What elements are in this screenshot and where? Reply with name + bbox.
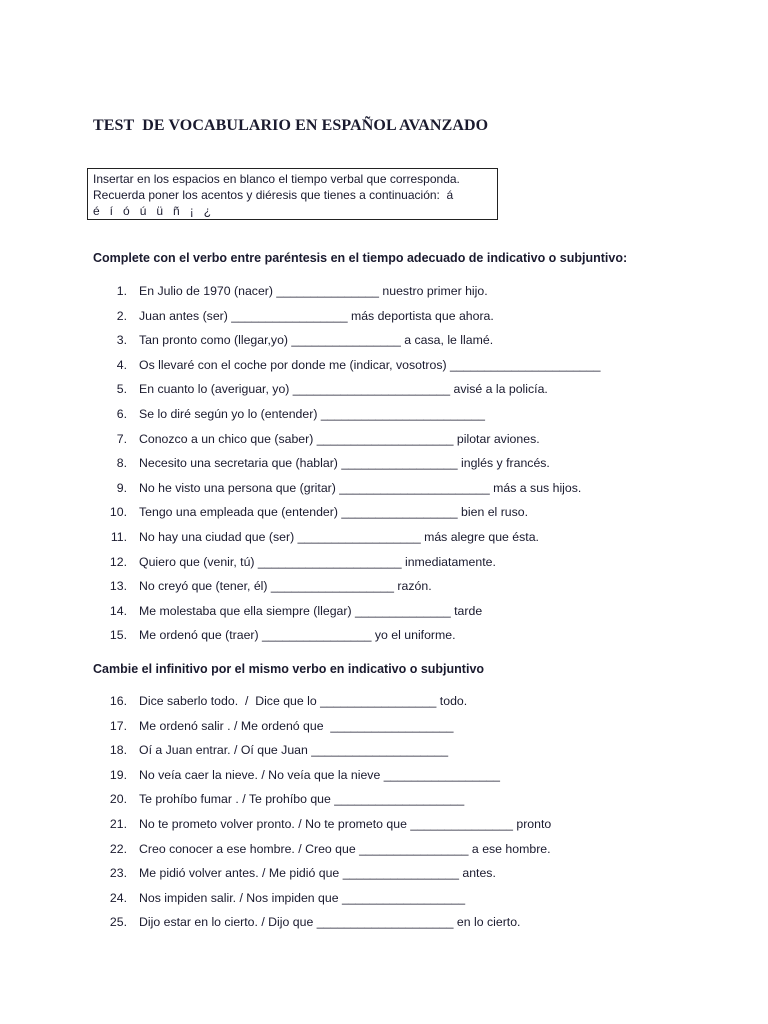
list-item	[0, 306, 768, 326]
list-item	[0, 281, 768, 301]
item-number: 22.	[109, 841, 127, 856]
item-number: 17.	[109, 718, 127, 733]
list-item	[0, 814, 768, 834]
item-text: Oí a Juan entrar. / Oí que Juan ____________________	[139, 743, 449, 758]
item-text: En cuanto lo (averiguar, yo) _______________________ avisé a la policía.	[139, 382, 548, 397]
item-text: Me ordenó salir . / Me ordenó que __________________	[139, 718, 454, 733]
list-item	[0, 740, 768, 760]
section-1-heading: Complete con el verbo entre paréntesis en el tiempo adecuado de indicativo o subjuntivo:	[93, 251, 628, 265]
item-text: Conozco a un chico que (saber) ____________________ pilotar aviones.	[139, 431, 540, 446]
item-text: En Julio de 1970 (nacer) _______________ nuestro primer hijo.	[139, 284, 488, 298]
list-item	[0, 453, 768, 473]
item-number: 6.	[116, 407, 127, 421]
section-2-heading: Cambie el infinitivo por el mismo verbo en indicativo o subjuntivo	[93, 662, 485, 676]
item-text: No hay una ciudad que (ser) __________________ más alegre que ésta.	[139, 530, 539, 544]
item-number: 3.	[116, 333, 127, 348]
item-text: Creo conocer a ese hombre. / Creo que ________________ a ese hombre.	[139, 841, 551, 856]
item-text: Necesito una secretaria que (hablar) _________________ inglés y francés.	[139, 456, 550, 471]
item-number: 2.	[116, 308, 127, 323]
instructions-box	[87, 168, 498, 220]
item-text: No he visto una persona que (gritar) ______________________ más a sus hijos.	[139, 480, 582, 495]
item-text: Tengo una empleada que (entender) _________________ bien el ruso.	[139, 505, 529, 520]
list-item	[0, 912, 768, 932]
list-item	[0, 789, 768, 809]
document-title: TEST DE VOCABULARIO EN ESPAÑOL AVANZADO	[93, 117, 489, 134]
list-item	[0, 379, 768, 399]
item-text: Nos impiden salir. / Nos impiden que __________________	[139, 890, 466, 905]
item-text: Juan antes (ser) _________________ más deportista que ahora.	[139, 308, 494, 323]
item-text: Dijo estar en lo cierto. / Dijo que ____________________ en lo cierto.	[139, 915, 521, 930]
list-item	[0, 716, 768, 736]
list-item	[0, 765, 768, 785]
item-number: 25.	[109, 915, 127, 930]
item-number: 11.	[110, 530, 127, 544]
list-item	[0, 478, 768, 498]
list-item	[0, 429, 768, 449]
item-text: Os llevaré con el coche por donde me (indicar, vosotros) ______________________	[139, 357, 601, 372]
item-number: 20.	[109, 792, 127, 807]
item-number: 24.	[109, 890, 127, 905]
item-number: 18.	[109, 743, 127, 758]
item-number: 15.	[109, 628, 127, 643]
list-item	[0, 576, 768, 596]
item-number: 14.	[109, 603, 127, 618]
item-number: 8.	[116, 456, 127, 471]
item-text: Se lo diré según yo lo (entender) ________________________	[139, 407, 485, 421]
item-text: Me pidió volver antes. / Me pidió que _________________ antes.	[139, 866, 496, 881]
item-number: 21.	[109, 817, 127, 831]
item-number: 23.	[109, 866, 127, 881]
item-number: 7.	[116, 431, 127, 446]
item-text: Quiero que (venir, tú) _____________________ inmediatamente.	[139, 554, 496, 569]
item-text: No te prometo volver pronto. / No te prometo que _______________ pronto	[139, 817, 552, 831]
item-text: Me molestaba que ella siempre (llegar) ______________ tarde	[139, 603, 483, 618]
item-text: No creyó que (tener, él) __________________ razón.	[139, 579, 432, 594]
list-item	[0, 404, 768, 424]
instructions-line: é í ó ú ü ñ ¡ ¿	[93, 204, 212, 218]
item-text: Dice saberlo todo. / Dice que lo _________________ todo.	[139, 694, 468, 708]
list-item	[0, 839, 768, 859]
item-number: 4.	[116, 357, 127, 372]
item-number: 19.	[109, 767, 127, 782]
item-number: 12.	[109, 554, 127, 569]
item-number: 10.	[109, 505, 127, 520]
item-number: 9.	[116, 480, 127, 495]
item-text: Te prohíbo fumar . / Te prohíbo que ___________________	[139, 792, 465, 807]
list-item	[0, 863, 768, 883]
instructions-line: Recuerda poner los acentos y diéresis que tienes a continuación: á	[93, 188, 454, 202]
item-text: Me ordenó que (traer) ________________ yo el uniforme.	[139, 628, 456, 643]
list-item	[0, 625, 768, 645]
item-text: No veía caer la nieve. / No veía que la nieve _________________	[139, 767, 500, 782]
item-number: 1.	[116, 284, 127, 298]
list-item	[0, 502, 768, 522]
item-number: 5.	[116, 382, 127, 397]
item-number: 13.	[109, 579, 127, 594]
instructions-line: Insertar en los espacios en blanco el tiempo verbal que corresponda.	[93, 172, 460, 186]
list-item	[0, 552, 768, 572]
item-text: Tan pronto como (llegar,yo) ________________ a casa, le llamé.	[139, 333, 494, 348]
item-number: 16.	[109, 694, 127, 708]
list-item	[0, 330, 768, 350]
list-item	[0, 888, 768, 908]
list-item	[0, 355, 768, 375]
list-item	[0, 691, 768, 711]
list-item	[0, 601, 768, 621]
list-item	[0, 527, 768, 547]
